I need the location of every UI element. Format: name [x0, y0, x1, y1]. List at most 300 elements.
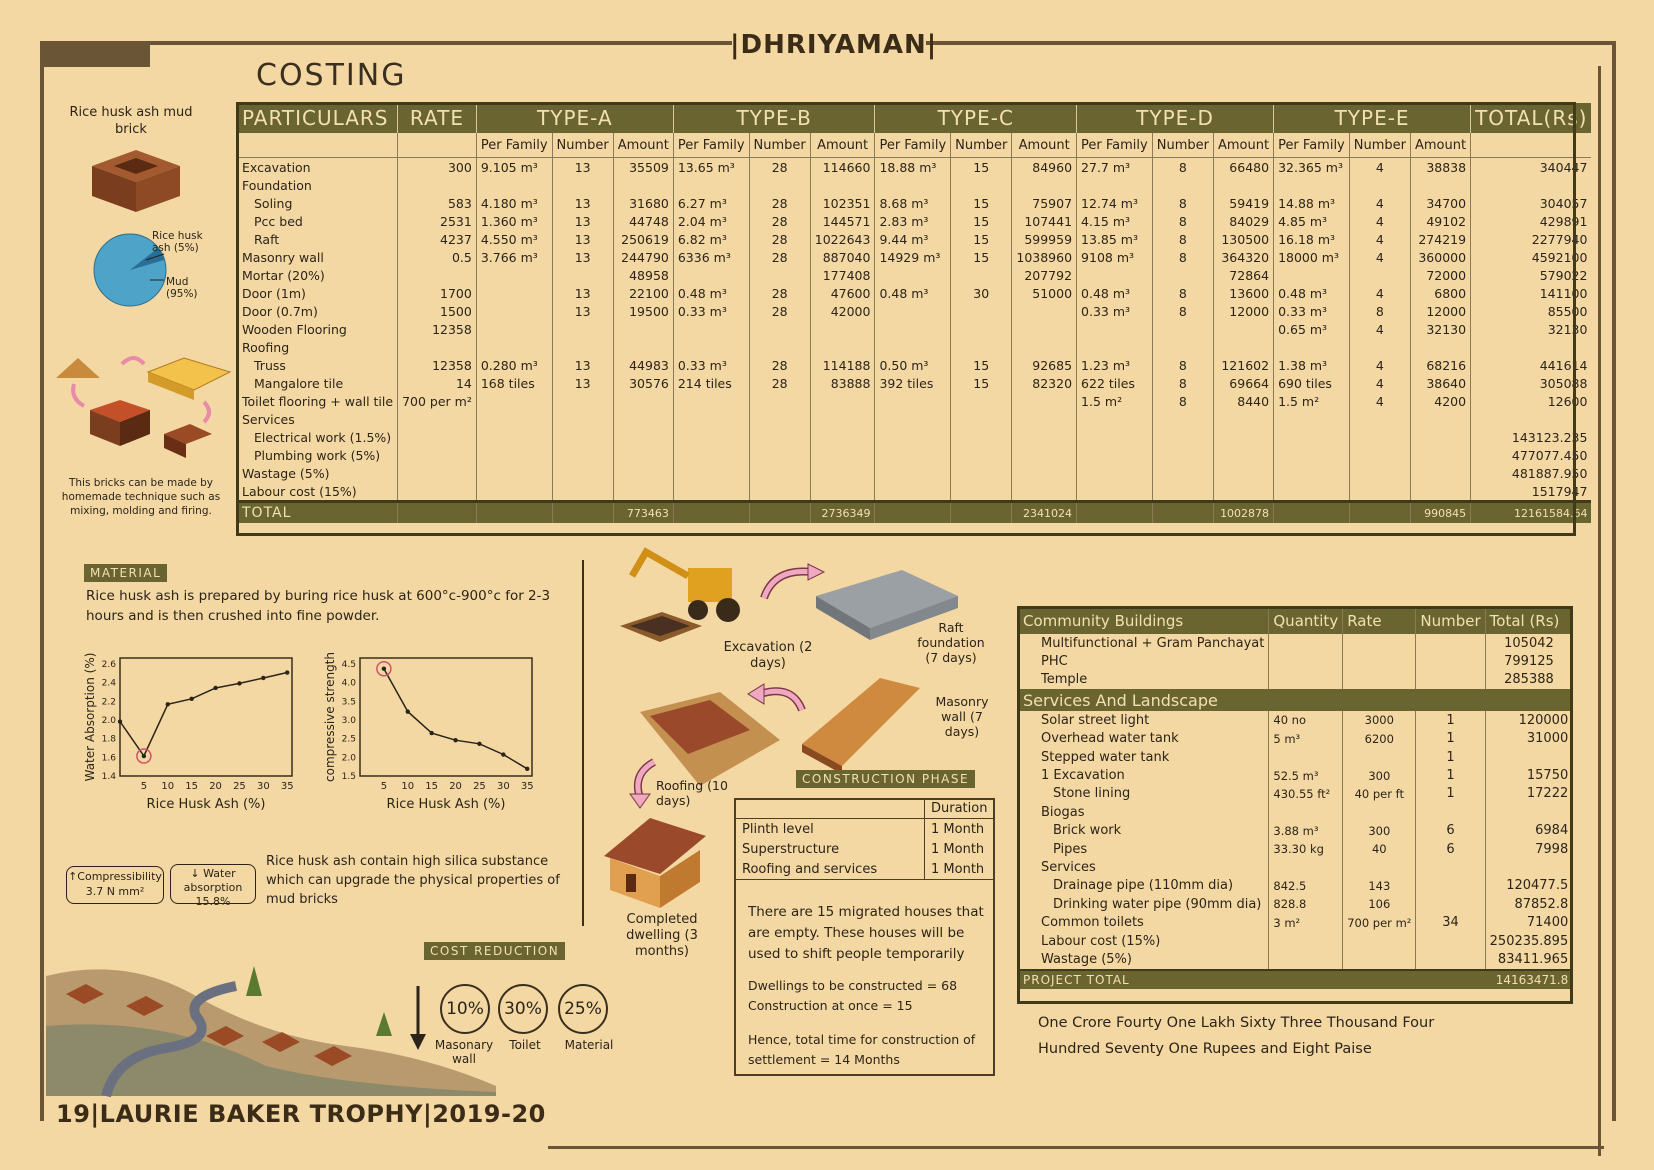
x-tick-label: 10 — [401, 781, 415, 792]
row-cell: 6336 m³ — [673, 248, 749, 266]
row-cell — [1012, 428, 1077, 446]
services-cell — [1416, 877, 1485, 895]
costing-row — [238, 230, 1591, 248]
community-cell — [1343, 634, 1416, 652]
services-section-row — [1019, 689, 1572, 711]
row-cell: 31680 — [613, 194, 673, 212]
services-cell: 1 — [1416, 711, 1485, 729]
services-cell: 40 per ft — [1343, 785, 1416, 803]
row-cell — [398, 482, 477, 502]
data-point — [189, 697, 193, 701]
row-cell: 12.74 m³ — [1077, 194, 1153, 212]
data-point — [501, 752, 505, 756]
services-cell: 3000 — [1343, 711, 1416, 729]
row-cell — [552, 338, 613, 356]
y-tick-label: 3.5 — [341, 697, 356, 708]
row-label: Door (1m) — [238, 284, 398, 302]
row-cell — [1077, 464, 1153, 482]
row-label: Toilet flooring + wall tile — [238, 392, 398, 410]
y-tick-label: 2.0 — [341, 753, 356, 764]
frame-tab — [44, 45, 150, 67]
row-cell — [1274, 176, 1350, 194]
community-cell — [1343, 671, 1416, 689]
row-cell — [1349, 482, 1410, 502]
dwelling-illustration — [600, 816, 710, 910]
reduction-circle-material: 25% — [558, 984, 608, 1034]
header-particulars: PARTICULARS — [238, 103, 398, 133]
row-cell — [1077, 428, 1153, 446]
data-point — [429, 731, 433, 735]
row-cell — [1471, 176, 1592, 194]
row-cell — [552, 446, 613, 464]
row-label: Raft — [238, 230, 398, 248]
row-cell: 83888 — [810, 374, 875, 392]
row-cell: 4 — [1349, 230, 1410, 248]
row-label: Door (0.7m) — [238, 302, 398, 320]
row-cell — [875, 428, 951, 446]
row-cell: 583 — [398, 194, 477, 212]
row-cell — [749, 464, 810, 482]
row-cell — [810, 482, 875, 502]
services-cell — [1485, 858, 1572, 876]
row-cell: 305088 — [1539, 375, 1588, 391]
costing-row — [238, 482, 1591, 502]
services-cell: 15750 — [1526, 768, 1569, 784]
row-cell — [613, 410, 673, 428]
row-cell: 1700 — [398, 284, 477, 302]
row-cell — [875, 320, 951, 338]
row-cell — [476, 302, 552, 320]
row-cell — [1349, 338, 1410, 356]
services-row — [1019, 785, 1572, 803]
header-rate: RATE — [398, 103, 477, 133]
data-point — [525, 767, 529, 771]
services-cell: 17222 — [1526, 786, 1569, 802]
row-cell — [673, 392, 749, 410]
services-row — [1019, 932, 1572, 950]
row-cell: 13 — [552, 194, 613, 212]
row-cell — [1274, 464, 1350, 482]
row-cell: 4 — [1349, 248, 1410, 266]
row-cell — [1012, 446, 1077, 464]
row-cell — [951, 338, 1012, 356]
x-tick-label: 5 — [380, 781, 388, 792]
services-cell — [1485, 748, 1572, 766]
row-cell — [398, 176, 477, 194]
row-cell: 0.48 m³ — [875, 284, 951, 302]
community-header-row — [1019, 608, 1572, 634]
row-label: Pcc bed — [238, 212, 398, 230]
row-cell — [1274, 482, 1350, 502]
y-tick-label: 3.0 — [341, 716, 356, 726]
row-cell — [613, 464, 673, 482]
row-cell — [673, 320, 749, 338]
community-header-total: Total (Rs) — [1485, 608, 1572, 634]
subheader-amount: Amount — [613, 133, 673, 158]
row-cell: 244790 — [613, 248, 673, 266]
row-cell: 66480 — [1213, 158, 1273, 177]
services-name: Drainage pipe (110mm dia) — [1019, 877, 1269, 895]
subheader-per-family: Per Family — [1077, 133, 1153, 158]
row-cell — [810, 428, 875, 446]
row-cell: 72000 — [1410, 266, 1470, 284]
row-cell: 72864 — [1213, 266, 1273, 284]
label-excavation: Excavation (2 days) — [723, 640, 813, 671]
row-cell — [1213, 338, 1273, 356]
row-cell: 2277940 — [1531, 231, 1588, 247]
row-cell — [613, 338, 673, 356]
subheader-number: Number — [1152, 133, 1213, 158]
services-section-title: Services And Landscape — [1019, 689, 1572, 711]
row-cell: 27.7 m³ — [1077, 158, 1153, 177]
row-cell: 622 tiles — [1077, 374, 1153, 392]
costing-row — [238, 176, 1591, 194]
row-cell: 84029 — [1213, 212, 1273, 230]
row-cell: 481887.950 — [1511, 465, 1588, 481]
row-cell: 130500 — [1213, 230, 1273, 248]
row-cell: 441614 — [1539, 357, 1588, 373]
duration-time: 1 Month — [931, 841, 985, 857]
row-cell: 19500 — [613, 302, 673, 320]
row-cell — [749, 338, 810, 356]
row-cell: 0.48 m³ — [1077, 284, 1153, 302]
row-cell — [1012, 410, 1077, 428]
row-cell: 4237 — [398, 230, 477, 248]
row-cell: 51000 — [1012, 284, 1077, 302]
services-name: Stone lining — [1019, 785, 1269, 803]
row-cell: 144571 — [810, 212, 875, 230]
services-name: Biogas — [1019, 803, 1269, 821]
community-header-number: Number — [1416, 608, 1485, 634]
services-cell — [1269, 803, 1343, 821]
row-cell: 1.5 m² — [1077, 392, 1153, 410]
row-cell: 18.88 m³ — [875, 158, 951, 177]
services-cell: 106 — [1343, 895, 1416, 913]
row-label: Services — [238, 410, 398, 428]
row-cell: 28 — [749, 248, 810, 266]
costing-row — [238, 446, 1591, 464]
services-row — [1019, 913, 1572, 931]
row-cell — [810, 176, 875, 194]
row-label: Excavation — [238, 158, 398, 177]
landscape-illustration — [46, 956, 496, 1098]
row-cell: 0.33 m³ — [1274, 302, 1350, 320]
row-cell: 114188 — [810, 356, 875, 374]
frame-right — [1612, 41, 1616, 1121]
row-cell — [875, 392, 951, 410]
row-cell: 13.85 m³ — [1077, 230, 1153, 248]
services-cell: 6 — [1416, 840, 1485, 858]
services-cell — [1269, 950, 1343, 969]
total-cell: 12161584.64 — [1471, 502, 1592, 524]
row-cell: 12358 — [398, 356, 477, 374]
reduction-label-masonary: Masonary wall — [434, 1038, 494, 1066]
services-cell: 6984 — [1535, 823, 1569, 839]
row-cell: 13600 — [1213, 284, 1273, 302]
row-cell: 92685 — [1012, 356, 1077, 374]
y-tick-label: 1.8 — [101, 734, 116, 745]
row-cell — [613, 320, 673, 338]
services-cell: 300 — [1343, 822, 1416, 840]
row-cell — [552, 176, 613, 194]
row-cell — [476, 446, 552, 464]
row-cell — [1152, 464, 1213, 482]
row-cell: 48958 — [613, 266, 673, 284]
frame-left — [40, 41, 44, 1121]
row-cell — [613, 446, 673, 464]
row-cell — [552, 410, 613, 428]
row-cell — [1213, 464, 1273, 482]
data-point — [406, 709, 410, 713]
services-name: Services — [1019, 858, 1269, 876]
row-cell: 4 — [1349, 320, 1410, 338]
row-cell: 8440 — [1213, 392, 1273, 410]
row-cell — [951, 464, 1012, 482]
row-cell — [673, 464, 749, 482]
costing-row — [238, 392, 1591, 410]
services-name: Drinking water pipe (90mm dia) — [1019, 895, 1269, 913]
total-label: TOTAL — [238, 502, 398, 524]
total-cell — [1349, 502, 1410, 524]
row-cell: 3.766 m³ — [476, 248, 552, 266]
row-cell: 59419 — [1213, 194, 1273, 212]
services-row — [1019, 822, 1572, 840]
services-name: Common toilets — [1019, 913, 1269, 931]
community-cell — [1269, 671, 1343, 689]
row-cell — [951, 392, 1012, 410]
row-cell — [1077, 446, 1153, 464]
row-cell — [1152, 428, 1213, 446]
data-point — [285, 670, 289, 674]
row-cell — [951, 446, 1012, 464]
header-type-d: TYPE-D — [1077, 103, 1274, 133]
row-cell: 30 — [951, 284, 1012, 302]
row-cell: 14929 m³ — [875, 248, 951, 266]
x-tick-label: 20 — [209, 781, 222, 792]
row-cell — [1012, 176, 1077, 194]
community-cell: 285388 — [1504, 672, 1554, 688]
subheader-blank — [238, 133, 398, 158]
row-cell: 13 — [552, 158, 613, 177]
row-cell: 0.33 m³ — [1077, 302, 1153, 320]
row-cell — [1012, 320, 1077, 338]
subheader-amount: Amount — [810, 133, 875, 158]
pie-label-mud: Mud (95%) — [166, 276, 198, 300]
row-cell: 28 — [749, 230, 810, 248]
subheader-number: Number — [552, 133, 613, 158]
page-title: COSTING — [256, 58, 407, 93]
services-cell — [1269, 858, 1343, 876]
row-cell: 599959 — [1012, 230, 1077, 248]
community-cell — [1269, 634, 1343, 652]
services-cell — [1416, 932, 1485, 950]
row-cell: 1.5 m² — [1274, 392, 1350, 410]
row-cell — [1349, 428, 1410, 446]
row-cell — [951, 410, 1012, 428]
row-cell — [1152, 338, 1213, 356]
construction-phase-label: CONSTRUCTION PHASE — [796, 770, 975, 788]
row-cell: 35509 — [613, 158, 673, 177]
frame-top-right — [926, 41, 1616, 45]
total-cell — [398, 502, 477, 524]
row-cell: 1.38 m³ — [1274, 356, 1350, 374]
total-in-words: One Crore Fourty One Lakh Sixty Three Thousand Four Hundred Seventy One Rupees and Eight Paise — [1038, 1015, 1435, 1057]
row-cell: 364320 — [1213, 248, 1273, 266]
community-cell — [1416, 671, 1485, 689]
row-cell: 13 — [552, 248, 613, 266]
community-header-name: Community Buildings — [1019, 608, 1269, 634]
services-cell: 33.30 kg — [1269, 840, 1343, 858]
chart-frame — [120, 658, 292, 776]
row-cell — [875, 176, 951, 194]
reduction-circle-toilet: 30% — [498, 984, 548, 1034]
services-name: Brick work — [1019, 822, 1269, 840]
row-cell: 13 — [552, 230, 613, 248]
total-cell — [749, 502, 810, 524]
row-cell — [875, 482, 951, 502]
duration-row — [736, 859, 994, 880]
subheader-amount: Amount — [1410, 133, 1470, 158]
total-cell: 773463 — [613, 502, 673, 524]
excavator-illustration — [616, 546, 756, 654]
row-cell — [951, 176, 1012, 194]
data-point — [382, 667, 386, 671]
costing-total-row — [238, 502, 1591, 524]
row-cell: 0.48 m³ — [673, 284, 749, 302]
services-cell: 3 m² — [1269, 913, 1343, 931]
row-cell — [1012, 482, 1077, 502]
row-cell — [398, 428, 477, 446]
row-cell — [476, 266, 552, 284]
x-tick-label: 20 — [449, 781, 462, 792]
row-cell: 0.5 — [398, 248, 477, 266]
row-cell — [875, 410, 951, 428]
row-cell: 28 — [749, 158, 810, 177]
row-cell: 4 — [1349, 356, 1410, 374]
row-cell: 1022643 — [810, 230, 875, 248]
row-cell — [1077, 338, 1153, 356]
row-label: Masonry wall — [238, 248, 398, 266]
brick-note: This bricks can be made by homemade technique such as mixing, molding and firing. — [61, 477, 221, 517]
row-cell: 700 per m² — [398, 392, 477, 410]
costing-header-row — [238, 103, 1591, 133]
header-total: TOTAL(Rs) — [1471, 103, 1592, 133]
row-cell — [1349, 410, 1410, 428]
y-tick-label: 1.5 — [341, 772, 356, 782]
row-cell: 15 — [951, 212, 1012, 230]
costing-row — [238, 320, 1591, 338]
data-point — [237, 681, 241, 685]
row-cell: 32130 — [1410, 320, 1470, 338]
material-label: MATERIAL — [84, 564, 167, 582]
row-cell — [1077, 482, 1153, 502]
duration-stage: Roofing and services — [736, 859, 925, 880]
row-cell: 102351 — [810, 194, 875, 212]
row-cell: 38640 — [1410, 374, 1470, 392]
services-cell — [1343, 950, 1416, 969]
row-label: Roofing — [238, 338, 398, 356]
row-label: Foundation — [238, 176, 398, 194]
row-cell: 8 — [1152, 212, 1213, 230]
x-axis-label: Rice Husk Ash (%) — [146, 797, 266, 812]
y-tick-label: 2.4 — [101, 678, 116, 689]
row-cell: 8 — [1152, 230, 1213, 248]
row-cell: 13 — [552, 356, 613, 374]
row-cell: 9.105 m³ — [476, 158, 552, 177]
row-cell: 12358 — [398, 320, 477, 338]
migrated-note: There are 15 migrated houses that are empty. These houses will be used to shift people temporarily — [748, 904, 984, 962]
x-tick-label: 15 — [185, 781, 199, 792]
costing-row — [238, 284, 1591, 302]
services-cell: 842.5 — [1269, 877, 1343, 895]
compressive-strength-chart — [320, 650, 540, 818]
row-cell — [552, 266, 613, 284]
total-cell: 2341024 — [1012, 502, 1077, 524]
row-cell: 38838 — [1410, 158, 1470, 177]
pie-label-rice: Rice husk ash (5%) — [152, 230, 203, 254]
row-cell: 4.550 m³ — [476, 230, 552, 248]
row-label: Mortar (20%) — [238, 266, 398, 284]
row-cell — [749, 410, 810, 428]
frame-right-inner — [1598, 66, 1601, 1156]
total-cell — [1152, 502, 1213, 524]
row-cell: 2531 — [398, 212, 477, 230]
row-cell: 82320 — [1012, 374, 1077, 392]
row-cell: 4.85 m³ — [1274, 212, 1350, 230]
community-cell — [1269, 652, 1343, 670]
services-cell — [1269, 748, 1343, 766]
row-cell: 8.68 m³ — [875, 194, 951, 212]
row-cell — [1410, 176, 1470, 194]
row-cell: 392 tiles — [875, 374, 951, 392]
row-cell — [749, 266, 810, 284]
services-cell: 31000 — [1526, 731, 1569, 747]
x-tick-label: 25 — [473, 781, 486, 792]
subheader-per-family: Per Family — [476, 133, 552, 158]
row-cell: 13 — [552, 302, 613, 320]
services-cell: 87852.8 — [1514, 896, 1569, 912]
row-cell — [613, 176, 673, 194]
community-name: Temple — [1019, 671, 1269, 689]
costing-row — [238, 356, 1591, 374]
row-cell: 168 tiles — [476, 374, 552, 392]
row-cell: 274219 — [1410, 230, 1470, 248]
services-row — [1019, 877, 1572, 895]
row-cell — [951, 320, 1012, 338]
costing-row — [238, 410, 1591, 428]
row-cell: 4 — [1349, 374, 1410, 392]
row-cell: 30576 — [613, 374, 673, 392]
row-cell — [673, 266, 749, 284]
row-cell: 8 — [1152, 374, 1213, 392]
row-cell: 47600 — [810, 284, 875, 302]
row-cell — [810, 320, 875, 338]
row-cell: 4592100 — [1531, 249, 1588, 265]
water-absorption-chart — [80, 650, 300, 818]
y-axis-label: Water Absorption (%) — [83, 652, 97, 782]
subheader-number: Number — [1349, 133, 1410, 158]
header-type-c: TYPE-C — [875, 103, 1077, 133]
row-cell — [1152, 410, 1213, 428]
row-cell: 42000 — [810, 302, 875, 320]
row-cell: 0.48 m³ — [1274, 284, 1350, 302]
x-tick-label: 15 — [425, 781, 439, 792]
row-cell — [875, 446, 951, 464]
row-cell — [1349, 446, 1410, 464]
row-cell — [1213, 428, 1273, 446]
row-cell: 28 — [749, 284, 810, 302]
services-cell — [1343, 748, 1416, 766]
